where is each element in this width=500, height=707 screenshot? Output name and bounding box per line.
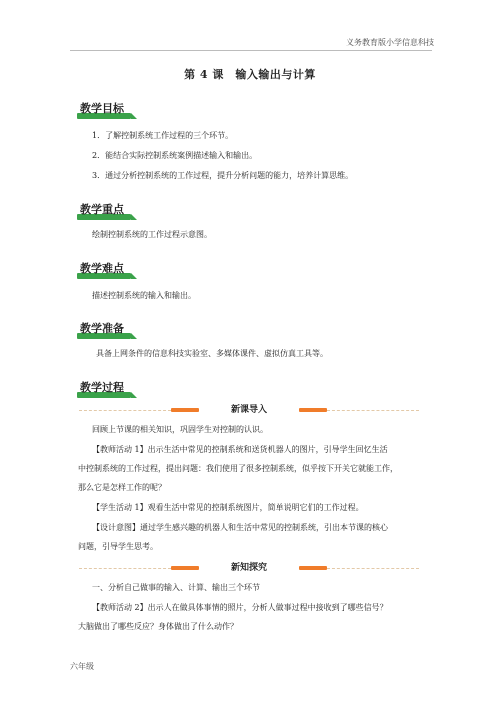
paragraph-line: 问题，引导学生思考。 [78,542,158,551]
paragraph-line: 【设计意图】通过学生感兴趣的机器人和生活中常见的控制系统，引出本节课的核心 [92,523,388,532]
paragraph-line: 中控制系统的工作过程，提出问题：我们使用了很多控制系统，似乎按下开关它就能工作， [78,464,398,473]
section-heading-text: 教学难点 [80,262,124,275]
page-footer-grade: 六年级 [70,662,94,671]
subsection-divider-intro [79,404,419,416]
paragraph-line: 那么它是怎样工作的呢？ [78,483,166,492]
preparation-text: 具备上网条件的信息科技实验室、多媒体课件、虚拟仿真工具等。 [96,349,328,358]
section-heading-text: 教学重点 [80,203,124,216]
paragraph-line: 【教师活动 1】出示生活中常见的控制系统和送货机器人的图片，引导学生回忆生活 [92,445,388,454]
paragraph-line: 一、分析自己做事的输入、计算、输出三个环节 [92,583,260,592]
paragraph-line: 【学生活动 1】观看生活中常见的控制系统图片，简单说明它们的工作过程。 [92,503,364,512]
difficulties-text: 描述控制系统的输入和输出。 [92,291,196,300]
publisher-header: 义务教育版小学信息科技 [346,38,434,47]
paragraph-line: 大脑做出了哪些反应？身体做出了什么动作？ [78,622,238,631]
section-heading-difficulties [77,261,127,276]
lesson-title: 第 4 课 输入输出与计算 [184,68,316,81]
goal-item: 1．了解控制系统工作过程的三个环节。 [92,131,234,140]
goal-item: 3．通过分析控制系统的工作过程，提升分析问题的能力，培养计算思维。 [92,171,354,180]
section-heading-preparation [77,321,127,336]
section-heading-key-points [77,202,127,217]
header-rule [70,50,432,51]
section-heading-goals [77,101,127,116]
key-points-text: 绘制控制系统的工作过程示意图。 [92,230,212,239]
section-heading-process [77,380,127,395]
subsection-title: 新知探究 [225,563,273,573]
paragraph-line: 回顾上节课的相关知识，巩固学生对控制的认识。 [92,425,268,434]
paragraph-line: 【教师活动 2】出示人在做具体事情的照片，分析人做事过程中接收到了哪些信号？ [92,603,388,612]
section-heading-text: 教学过程 [80,381,124,394]
section-heading-text: 教学目标 [80,102,124,115]
subsection-title: 新课导入 [225,405,273,415]
goal-item: 2．能结合实际控制系统案例描述输入和输出。 [92,151,258,160]
subsection-divider-explore [79,562,419,574]
section-heading-text: 教学准备 [80,322,124,335]
